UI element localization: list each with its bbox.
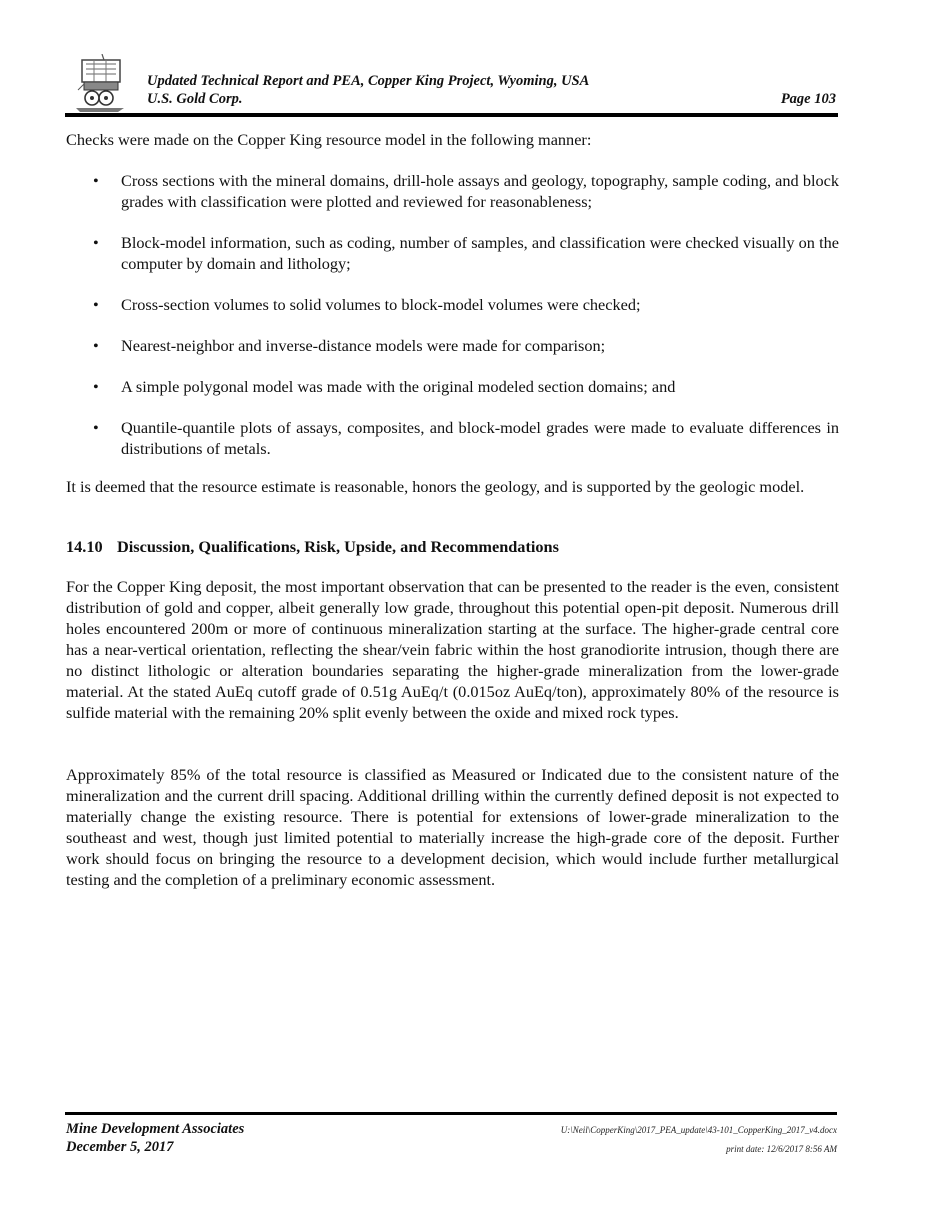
bullet-icon: • xyxy=(93,295,99,314)
footer-date: December 5, 2017 xyxy=(66,1139,174,1155)
bullet-icon: • xyxy=(93,336,99,355)
discussion-paragraph: For the Copper King deposit, the most important observation that can be presented to the reader is the even, consistent distribution of gold and copper, albeit generally low grade, throughout this potential open-pit deposit. Numerous drill holes encountered 200m or more of continuous mineralization starting at the surface. The higher-grade central core has a near-vertical orientation, reflecting the shear/vein fabric within the host granodiorite intrusion, though there are no distinct lithologic or alteration boundaries separating the higher-grade mineralization from the lower-grade material. At the stated AuEq cutoff grade of 0.51g AuEq/t (0.015oz AuEq/ton), approximately 80% of the resource is sulfide material with the remaining 20% split evenly between the oxide and mixed rock types. xyxy=(66,577,839,722)
footer-file-path: U:\Neil\CopperKing\2017_PEA_update\43-101_CopperKing_2017_v4.docx xyxy=(560,1125,837,1135)
page-number: Page 103 xyxy=(780,91,836,107)
intro-paragraph: Checks were made on the Copper King resource model in the following manner: xyxy=(66,130,592,149)
list-item-text: Cross-section volumes to solid volumes to block-model volumes were checked; xyxy=(121,295,641,314)
footer-organization: Mine Development Associates xyxy=(66,1121,245,1137)
footer-print-date: print date: 12/6/2017 8:56 AM xyxy=(726,1144,837,1154)
bullet-icon: • xyxy=(93,233,99,252)
conclusion-paragraph: It is deemed that the resource estimate is reasonable, honors the geology, and is supported by the geologic model. xyxy=(66,477,805,496)
header-divider xyxy=(65,113,838,117)
bullet-icon: • xyxy=(93,377,99,396)
list-item-text: Cross sections with the mineral domains, drill-hole assays and geology, topography, sample coding, and block grades with classification were plotted and reviewed for reasonableness; xyxy=(121,171,839,211)
bullet-icon: • xyxy=(93,418,99,437)
list-item xyxy=(66,376,839,397)
list-item xyxy=(66,232,839,274)
list-item xyxy=(66,417,839,459)
checks-list xyxy=(66,170,839,479)
report-organization: U.S. Gold Corp. xyxy=(147,91,243,107)
footer-divider xyxy=(65,1112,837,1115)
section-heading xyxy=(66,536,559,557)
list-item-text: Nearest-neighbor and inverse-distance models were made for comparison; xyxy=(121,336,606,355)
list-item xyxy=(66,170,839,212)
mining-machine-logo-icon xyxy=(70,54,132,114)
section-title: Discussion, Qualifications, Risk, Upside, and Recommendations xyxy=(117,537,559,556)
bullet-icon: • xyxy=(93,171,99,190)
list-item-text: A simple polygonal model was made with the original modeled section domains; and xyxy=(121,377,676,396)
list-item xyxy=(66,335,839,356)
list-item-text: Block-model information, such as coding, number of samples, and classification were checked visually on the computer by domain and lithology; xyxy=(121,233,839,273)
report-title: Updated Technical Report and PEA, Copper King Project, Wyoming, USA xyxy=(147,73,590,89)
list-item-text: Quantile-quantile plots of assays, composites, and block-model grades were made to evaluate differences in distributions of metals. xyxy=(121,418,839,458)
recommendation-paragraph: Approximately 85% of the total resource is classified as Measured or Indicated due to the consistent nature of the mineralization and the current drill spacing. Additional drilling within the currently defined deposit is not expected to materially change the existing resource. There is potential for extensions of lower-grade mineralization to the southeast and west, though just limited potential to materially increase the high-grade core of the deposit. Further work should focus on bringing the resource to a development decision, which would include further metallurgical testing and the completion of a preliminary economic assessment. xyxy=(66,765,839,889)
list-item xyxy=(66,294,839,315)
section-number: 14.10 xyxy=(66,537,103,556)
